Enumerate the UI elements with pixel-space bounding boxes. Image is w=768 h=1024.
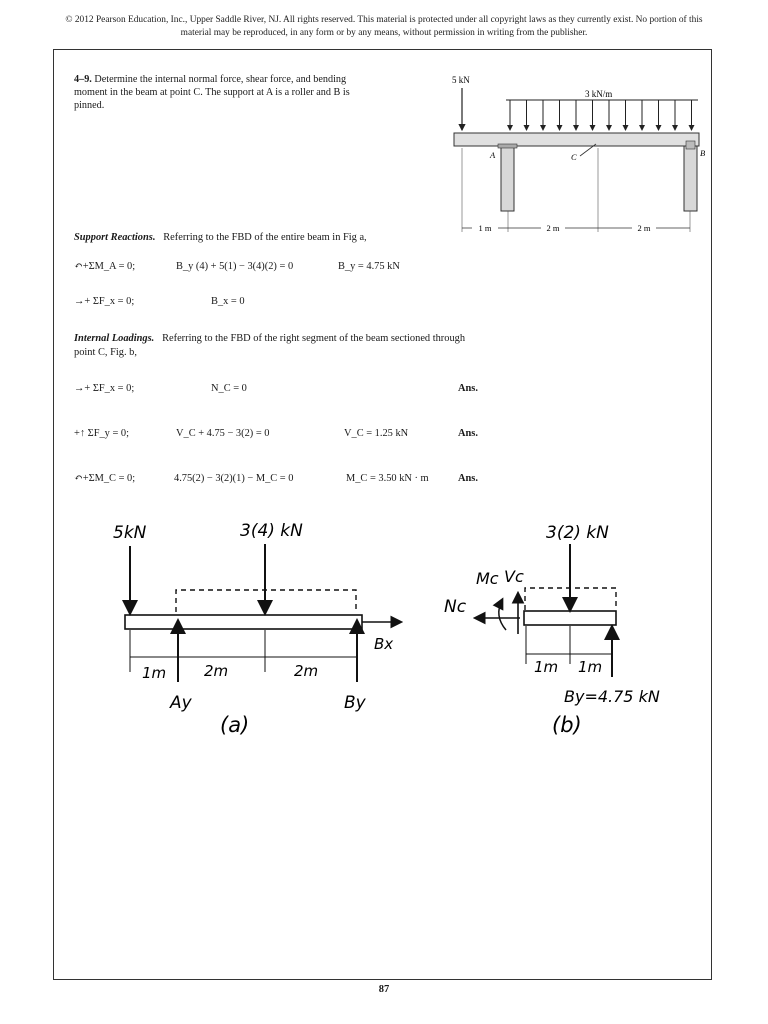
fbd-b-beam [524,611,616,625]
pin-support [686,141,695,149]
fbd-b-caption: (b) [552,713,582,737]
copyright-notice: © 2012 Pearson Education, Inc., Upper Saddle River, NJ. All rights reserved. This material is protected under all copyright laws as they currently exist. No portion of this material may be reproduced, in any form or by any means, without permission in writing from the publisher. [65,15,703,38]
label-a: A [490,150,496,160]
fbd-b-load-label: 3(2) kN [546,523,609,543]
eq-body: 4.75(2) − 3(2)(1) − M_C = 0 [174,473,294,484]
fbd-b-mc-label: Mc [476,569,499,588]
eq-normal [74,381,494,397]
eq-body: B_y (4) + 5(1) − 3(4)(2) = 0 [176,261,294,272]
internal-loadings-para [74,332,482,360]
eq-shear [74,426,494,442]
eq-lhs: →+ ΣF_x = 0; [74,296,135,307]
support-reactions-title: Support Reactions. [74,232,156,243]
fbd-a-dim3: 2m [294,662,319,680]
fbd-a-dim2: 2m [204,662,229,680]
fbd-b-vc-label: Vc [504,567,524,586]
eq-moment-a [74,259,494,275]
fbd-a-bx-label: Bx [374,635,394,653]
fbd-a-by-label: By [344,693,366,713]
eq-lhs: →+ ΣF_x = 0; [74,383,135,394]
fbd-b-mc-arrow [499,600,506,630]
ans-label: Ans. [458,383,478,394]
column-a [501,146,514,211]
fbd-a-ay-label: Ay [170,693,192,713]
beam [454,133,699,146]
fbd-a-load2-label: 3(4) kN [240,521,303,541]
dim-label-2: 2 m [546,223,560,233]
eq-moment-c [74,471,494,487]
roller-support [498,144,517,148]
eq-result: V_C = 1.25 kN [344,428,409,439]
dist-load-label: 3 kN/m [585,89,613,99]
fbd-a [98,512,408,742]
dim-label-1: 1 m [478,223,492,233]
problem-figure [440,70,710,240]
eq-lhs: ↶+ΣM_C = 0; [74,473,136,484]
point-load-label: 5 kN [452,75,470,85]
problem-text: Determine the internal normal force, shear force, and bending moment in the beam at point C. The support at A is a roller and B is pinned. [74,74,350,111]
internal-loadings-text: Referring to the FBD of the right segment of the beam sectioned through point C, Fig. b, [74,333,466,358]
eq-body: N_C = 0 [211,383,247,394]
eq-lhs: +↑ ΣF_y = 0; [74,428,130,439]
ans-label: Ans. [458,473,478,484]
support-reactions-text: Referring to the FBD of the entire beam in Fig a, [163,232,367,243]
problem-statement [74,73,374,112]
fbd-b-nc-label: Nc [444,597,467,617]
page-number: 87 [378,984,390,995]
support-reactions-para [74,231,494,245]
eq-result: M_C = 3.50 kN · m [346,473,429,484]
label-b: B [700,148,706,158]
fbd-b-dim2: 1m [578,658,603,676]
problem-number: 4–9. [74,74,92,85]
label-c: C [571,152,577,162]
eq-result: B_y = 4.75 kN [338,261,400,272]
eq-force-x-global [74,294,494,310]
fbd-a-dim1: 1m [142,664,167,682]
ans-label: Ans. [458,428,478,439]
dist-load-arrows [510,100,692,130]
fbd-a-caption: (a) [220,713,250,737]
eq-lhs: ↶+ΣM_A = 0; [74,261,136,272]
fbd-b [440,512,700,742]
fbd-a-load1-label: 5kN [113,523,147,543]
dim-label-3: 2 m [637,223,651,233]
fbd-a-beam [125,615,362,629]
fbd-b-by-label: By=4.75 kN [564,687,660,706]
internal-loadings-title: Internal Loadings. [74,333,155,344]
eq-body: B_x = 0 [211,296,245,307]
fbd-b-dim1: 1m [534,658,559,676]
eq-body: V_C + 4.75 − 3(2) = 0 [176,428,270,439]
column-b [684,146,697,211]
